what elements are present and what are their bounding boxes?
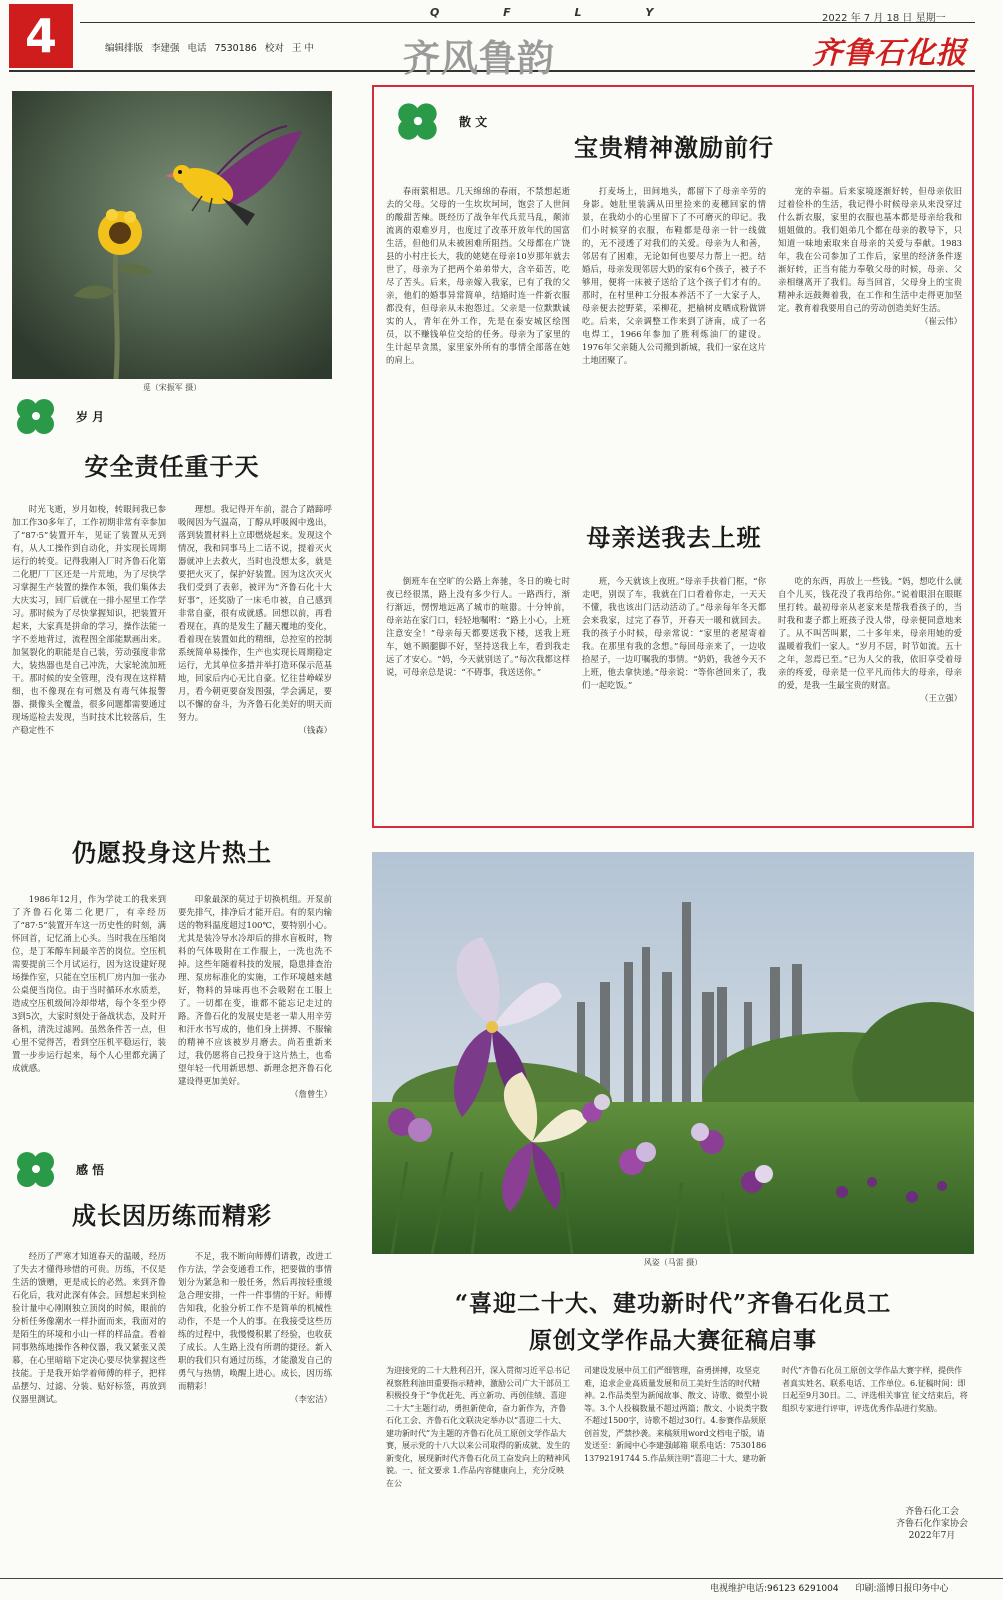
footer-hotline: 电视维护电话:96123 6291004	[710, 1584, 839, 1594]
article2-title: 仍愿投身这片热土	[72, 838, 272, 867]
article5-col1: 倒班车在空旷的公路上奔驰，冬日的晚七时夜已经很黑，路上没有多少行人。一路西行，渐行渐远，愣愣地远离了城市的喧嚣。十分钟前，母亲站在家门口，轻轻地嘱咐：“路上小心，上班注意安全！”母亲每天都要送我下楼，送我上班车，她不顾腿脚不好，坚持送我上车，看到我走远了才安心。“妈，今天就别送了。”每次我都这样说，可母亲总是说：“不碍事，我送送你。”	[386, 576, 570, 677]
notice-title-line2: 原创文学作品大赛征稿启事	[529, 1327, 817, 1354]
notice-organizers: 齐鲁石化工会 齐鲁石化作家协会 2022年7月	[895, 1507, 968, 1541]
article5-signature: （王立强）	[920, 693, 962, 703]
clover-icon	[12, 1150, 62, 1188]
article3-body	[12, 1250, 332, 1575]
article5-title: 母亲送我去上班	[586, 523, 762, 552]
article5-col3: 吃的东西，再放上一些钱。“妈，想吃什么就自个儿买，钱花没了我再给你。”说着眼泪在眼眶里打转。最初母亲从老家来是帮我看孩子的，当时我和妻子都上班孩子没人带，母亲便同意地来了。从不叫苦叫累，二十多年来，母亲用她的爱温暖着我们一家人。“岁月不居，时节如流。五十之年，忽焉已至。”已为人父的我，依旧享受着母亲的疼爱，母亲是一位平凡而伟大的母亲，母亲的爱，是我一生最宝贵的财富。 （王立强）	[778, 576, 962, 703]
article4-col3: 宠的幸福。后来家境逐渐好转，但母亲依旧过着俭朴的生活，我记得小时候母亲从来没穿过什么新衣服，家里的衣服也基本都是母亲给我和姐姐做的。我们姐弟几个都在母亲的教导下，只知道一味地索取来自母亲的关爱与奉献。1983年，我在公司参加了工作后，家里的经济条件逐渐好转，正当有能力奉敬父母的时候，母亲、父亲相继离开了我们。每当回首，父母身上的宝贵精神永远鼓舞着我，在工作和生活中走得更加坚定。教育着我要用自己的劳动创造美好生活。 （崔云伟）	[778, 186, 962, 326]
article4-body	[386, 185, 962, 480]
article1-col1: 时光飞逝，岁月如梭，转眼间我已参加工作30多年了，工作初期非常有幸参加了“87·5”装置开车，见证了装置从无到有，从人工操作到自动化，并实现长周期运行的转变。记得我刚入厂时齐鲁石化第二化肥厂厂区还是一片荒地，为了尽快学习掌握生产装置的操作本领，我们集体去大庆实习，回厂后就在一排小屋里工作学习。那时候为了尽快掌握知识，把装置开起来，大家真是拼命的学习，操作法能一字不差地背过，流程图全部能默画出来。加氢裂化的职能是自己装，劳动强度非常大，装热器也是自己冲洗，大家轮流加班干。那时候的安全管理，没有现在这样精细，也不像现在有可燃及有毒气体报警器、摄像头全覆盖，很多问题都需要通过现场巡检去发现，当时技术比较落后，生产稳定性不	[12, 504, 166, 735]
article2-signature: （詹曾生）	[290, 1089, 332, 1099]
column-tag-label: 感 悟	[76, 1162, 105, 1177]
column-tag-label: 散 文	[459, 114, 488, 129]
section-title: 齐风鲁韵	[403, 37, 555, 80]
iris-photo	[372, 852, 974, 1254]
article3-title: 成长因历练而精彩	[72, 1201, 272, 1230]
article1-body	[12, 503, 332, 795]
column-tag-label: 岁 月	[76, 409, 105, 424]
notice-body	[386, 1365, 968, 1570]
editor-info: 编辑排版 李建强 电话 7530186 校对 王 中	[105, 43, 314, 54]
article1-title: 安全责任重于天	[84, 452, 260, 481]
photo-caption-iris: 风姿（马雷 摄）	[643, 1258, 703, 1267]
photo-caption-bird: 觅（宋振军 摄）	[142, 383, 202, 392]
article3-col2: 不足，我不断向师傅们请教，改进工作方法，学会变通看工作，把要做的事情划分为紧急和一般任务，然后再按轻重缓急合理安排，一件一件事情的干好。师傅告知我，化验分析工作不是简单的机械性动作，不是一个人的事。在我接受这些历练的过程中，我慢慢积累了经验，也收获了成长。人生路上没有所谓的捷径。新入职的我们只有通过历练，才能激发自己的勇气与热情，唤醒上进心。成长，因历练而精彩！ （李宏洁）	[178, 1251, 332, 1404]
column-tag-ganwu	[12, 1150, 104, 1188]
newspaper-logo: 齐鲁石化报	[812, 36, 967, 71]
issue-date: 2022 年 7 月 18 日 星期一	[822, 13, 946, 24]
article5-body	[386, 575, 962, 815]
article4-title: 宝贵精神激励前行	[574, 133, 774, 162]
page-number: 4	[9, 4, 73, 68]
notice-col2: 司建设发展中员工们严细管理，奋勇拼搏，攻坚克难，追求企业高质量发展和员工美好生活的时代精神。2.作品类型为新闻故事、散文、诗歌、微型小说等。3.个人投稿数量不超过两篇；散文、小说类字数不超过1500字，诗歌不超过30行。4.参赛作品须原创首发，严禁抄袭。来稿须用word文档电子版，请发送至：新闻中心李建强邮箱 联系电话：7530186 13792191744 5.作品须注明“喜迎二十大、建功新	[584, 1366, 768, 1463]
notice-title-line1: “喜迎二十大、建功新时代”齐鲁石化员工	[454, 1290, 892, 1317]
article1-signature: （钱森）	[298, 725, 332, 735]
article4-signature: （崔云伟）	[920, 316, 962, 326]
footer-rule	[0, 1578, 1003, 1579]
bird-photo	[12, 91, 332, 379]
article5-col2: 班，今天就该上夜班。”母亲手扶着门框，“你走吧，别误了车，我就在门口看着你走，一天天不懂，我也该出门活动活动了。”母亲每年冬天都会来我家，过完了春节，开春天一暖和就回去。我的孩子小时候，母亲常说：“家里的老屋寄着我。在那里有我的念想。”每回母亲来了，一边收拾屋子，一边叮嘱我的事情。“奶奶，我爸今天不上班，他去拿快递。”母亲说：“等你爸回来了，我们一起吃饭。”	[582, 576, 766, 690]
article2-col2: 印象最深的莫过于切换机组。开泵前要先排气，排净后才能开启。有的泵内输送的物料温度超过100℃，要特别小心。尤其是装冷导水冷却后的排水盲板时，物料的气体吸附在工作服上，一洗也洗不掉。这些年随着科技的发展，隐患排查治理、泵房标准化的实施，工作环境越来越好，物料的异味再也不会吸附在工服上了。一切都在变，谁都不能忘记走过的路。齐鲁石化的发展史是老一辈人用辛劳和汗水书写成的，他们身上拼搏、不服输的精神不应该被岁月磨去。尚若重新来过，我仍愿将自己投身于这片热土，也希望年轻一代用新思想、新理念把齐鲁石化建设得更加美好。 （詹曾生）	[178, 894, 332, 1099]
clover-icon	[12, 397, 62, 435]
article2-col1: 1986年12月，作为学徒工的我来到了齐鲁石化第二化肥厂，有幸经历了“87·5”装置开车这一历史性的时刻，满怀回首，记忆涌上心头。当时我在压缩岗位，是丁苯醇车间最辛苦的岗位。空压机需要提前三个月试运行，因为这设建好现场操作室，只能在空压机厂房内加一张办公桌便当岗位。由于当时循环水水质差，造成空压机级间冷却带堵，每个冬至少停3到5次，大家时刻处于备战状态，及时开备机，清洗过滤网。虽然条件苦一点，但心里不觉得苦，看到空压机平稳运行，装置一步步运行起来，每个人心里都充满了成就感。	[12, 894, 166, 1073]
notice-col1: 为迎接党的二十大胜利召开，深入贯彻习近平总书记视察胜利油田重要指示精神，激励公司广大干部员工积极投身于“争优赶先、再立新功、再创佳绩、喜迎二十大”主题行动，勇担新使命，奋力新作为，齐鲁石化工会、齐鲁石化文联决定举办以“喜迎二十大、建功新时代”为主题的齐鲁石化员工原创文学作品大赛，展示党的十八大以来公司取得的新成就、发生的新变化，展现新时代齐鲁石化员工奋发向上的精神风貌。一、征文要求 1.作品内容健康向上，充分反映在公	[386, 1366, 570, 1488]
iris-refinery-image	[372, 852, 974, 1254]
article4-col1: 春雨萦相思。几天绵绵的春雨，不禁想起逝去的父母。父母的一生坎坎坷坷，饱尝了人世间的酸甜苦辣。既经历了战争年代兵荒马乱，颠沛流离的艰难岁月，也度过了改革开放年代的国富生活，但他们从未被困难所阻挡。父母都在广饶县的小村庄长大，我的姥姥在母亲10岁那年就去世了，母亲为了把两个弟弟带大，含辛茹苦，吃尽了苦头。后来，母亲嫁入我家，已有了我的父亲，他们的婚事异常简单，结婚时连一件新衣服都没有，但母亲从未抱怨过。父亲是一位默默诚实的人，青年在外工作，先是在泰安城区绘图员，以不赚钱单位交给的任务。母亲为了家里的生计起早贪黑，家里家外所有的事情全部落在她的肩上。	[386, 186, 570, 365]
article2-body	[12, 893, 332, 1151]
section-pinyin: Q F L Y	[430, 6, 684, 19]
article4-col2: 打麦场上，田间地头，都留下了母亲辛劳的身影。她肚里装满从田里捡来的麦穗回家的情景，在我幼小的心里留下了不可磨灭的印记。我们小时候穿的衣服，布鞋都是母亲一针一线做的，无不浸透了对我们的关爱。母亲为人和善，邻居有了困难，无论如何也要尽力帮上一把。结婚后，母亲发现邻居大奶的家有6个孩子，被子不够用，便将一床被子送给了这个孩子们才有的。那时，在村里种工分报本养活不了一大家子人，母亲便去挖野菜，采柳花，把榆树皮晒成粉做饼吃。后来，父亲调整工作来到了济南，成了一名电焊工，1966年参加了胜利炼油厂的建设。1976年父亲随人公司搬到新城，我们一家在这片土地团聚了。	[582, 186, 766, 365]
footer-info	[710, 1581, 949, 1594]
notice-col3: 时代”齐鲁石化员工原创文学作品大赛字样，提供作者真实姓名、联系电话、工作单位。6.征稿时间：即日起至9月30日。二、评选相关事宜 征文结束后，将组织专家进行评审，评选优秀作品进行奖励。 齐鲁石化工会 齐鲁石化作家协会 2022年7月	[782, 1366, 968, 1541]
bird-sunflower-image	[12, 91, 332, 379]
article1-col2: 理想。我记得开车前，混合了踏蹄呼吸阀因为气温高，丁醇从呼吸阀中逸出，落到装置材料上立即燃烧起来。发现这个情况，我和同事马上二话不说，提着灭火器就冲上去救火，当时也没想太多，就是要把火灭了，保护好装置。因为这次灭火我们受到了表彰，被评为“齐鲁石化十大好事”，还奖励了一床毛巾被，自己感到非常自豪，很有成就感。回想以前，再看看现在，真的是发生了翻天覆地的变化，看着现在装置如此的精细，总控室的控制系统简单易操作，生产也实现长周期稳定运行，尤其单位多措并举打造环保示范基地，回家后内心无比自豪。忆往昔峥嵘岁月，看今朝更要奋发图强，学会满足，要以不懈的奋斗，为齐鲁石化美好的明天而努力。 （钱森）	[178, 504, 332, 735]
article3-signature: （李宏洁）	[290, 1394, 332, 1404]
article3-col1: 经历了严寒才知道春天的温暖，经历了失去才懂得珍惜的可贵。历练，不仅是生活的馈赠，更是成长的必然。来到齐鲁石化后，我对此深有体会。回想起来到检验计量中心刚刚独立顶岗的时候，眼前的分析任务像潮水一样扑面而来，我面对的是陌生的环境和小山一样的样品盒。看着同事熟练地操作各种仪器，我又紧张又羡慕，在心里暗暗下定决心要尽快掌握这些技能。于是我开始学着师傅的样子，把样品摆匀、过滤、分装、贴好标签，再放到仪器里测试。	[12, 1251, 166, 1404]
footer-printer: 印刷:淄博日报印务中心	[855, 1584, 949, 1594]
column-tag-suiyue	[12, 397, 104, 435]
